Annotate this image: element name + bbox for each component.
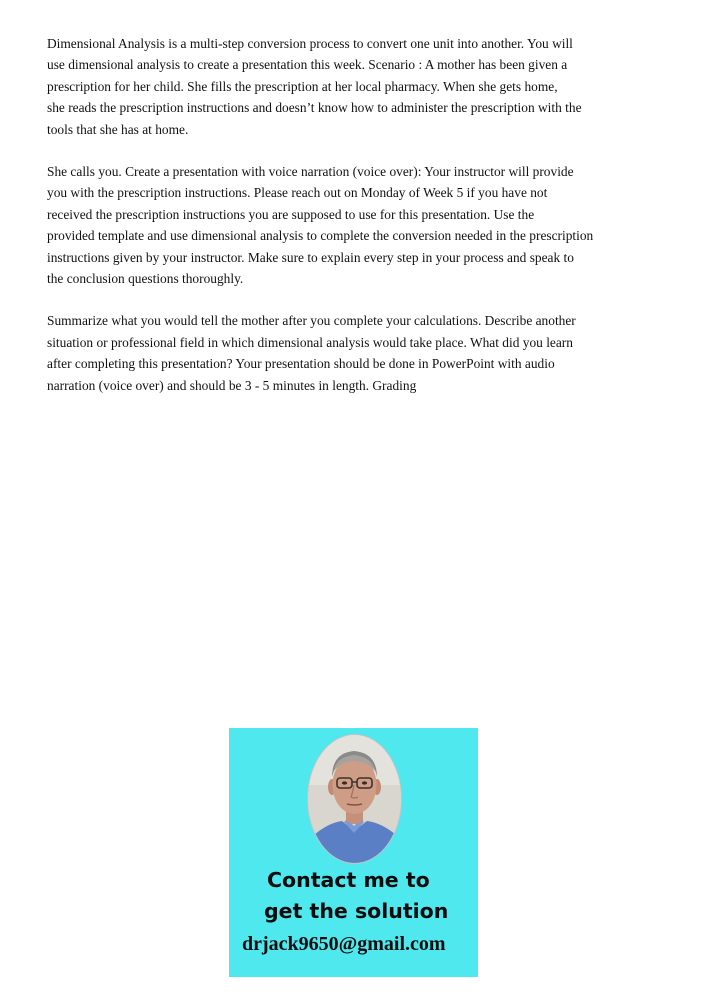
person-portrait-icon xyxy=(307,734,402,864)
text-line: you with the prescription instructions. Please reach out on Monday of Week 5 if you have not xyxy=(47,185,548,201)
text-line: tools that she has at home. xyxy=(47,121,189,137)
text-line: received the prescription instructions you are supposed to use for this presentation. Use the xyxy=(47,206,535,222)
text-line: Summarize what you would tell the mother after you complete your calculations. Describe another xyxy=(47,313,576,329)
promo-heading-line-2: get the solution xyxy=(264,899,449,923)
paragraph-3 xyxy=(47,310,647,396)
text-line: She calls you. Create a presentation with voice narration (voice over): Your instructor will provide xyxy=(47,164,574,180)
text-line: use dimensional analysis to create a presentation this week. Scenario : A mother has been given a xyxy=(47,57,568,73)
text-line: narration (voice over) and should be 3 - 5 minutes in length. Grading xyxy=(47,377,417,393)
promo-heading-line-1: Contact me to xyxy=(267,868,430,892)
document-body xyxy=(47,33,647,417)
contact-email-link[interactable]: drjack9650@gmail.com xyxy=(242,933,446,955)
paragraph-1 xyxy=(47,33,647,140)
text-line: provided template and use dimensional analysis to complete the conversion needed in the prescription xyxy=(47,228,594,244)
paragraph-2 xyxy=(47,161,647,289)
text-line: Dimensional Analysis is a multi-step conversion process to convert one unit into another. You will xyxy=(47,36,573,51)
text-line: prescription for her child. She fills the prescription at her local pharmacy. When she gets home, xyxy=(47,78,558,94)
text-line: she reads the prescription instructions and doesn’t know how to administer the prescription with the xyxy=(47,100,582,116)
text-line: situation or professional field in which dimensional analysis would take place. What did you learn xyxy=(47,334,573,350)
text-line: instructions given by your instructor. Make sure to explain every step in your process and speak to xyxy=(47,249,574,265)
contact-promo-banner[interactable] xyxy=(229,728,478,977)
text-line: after completing this presentation? Your presentation should be done in PowerPoint with audio xyxy=(47,356,555,372)
text-line: the conclusion questions thoroughly. xyxy=(47,271,244,287)
